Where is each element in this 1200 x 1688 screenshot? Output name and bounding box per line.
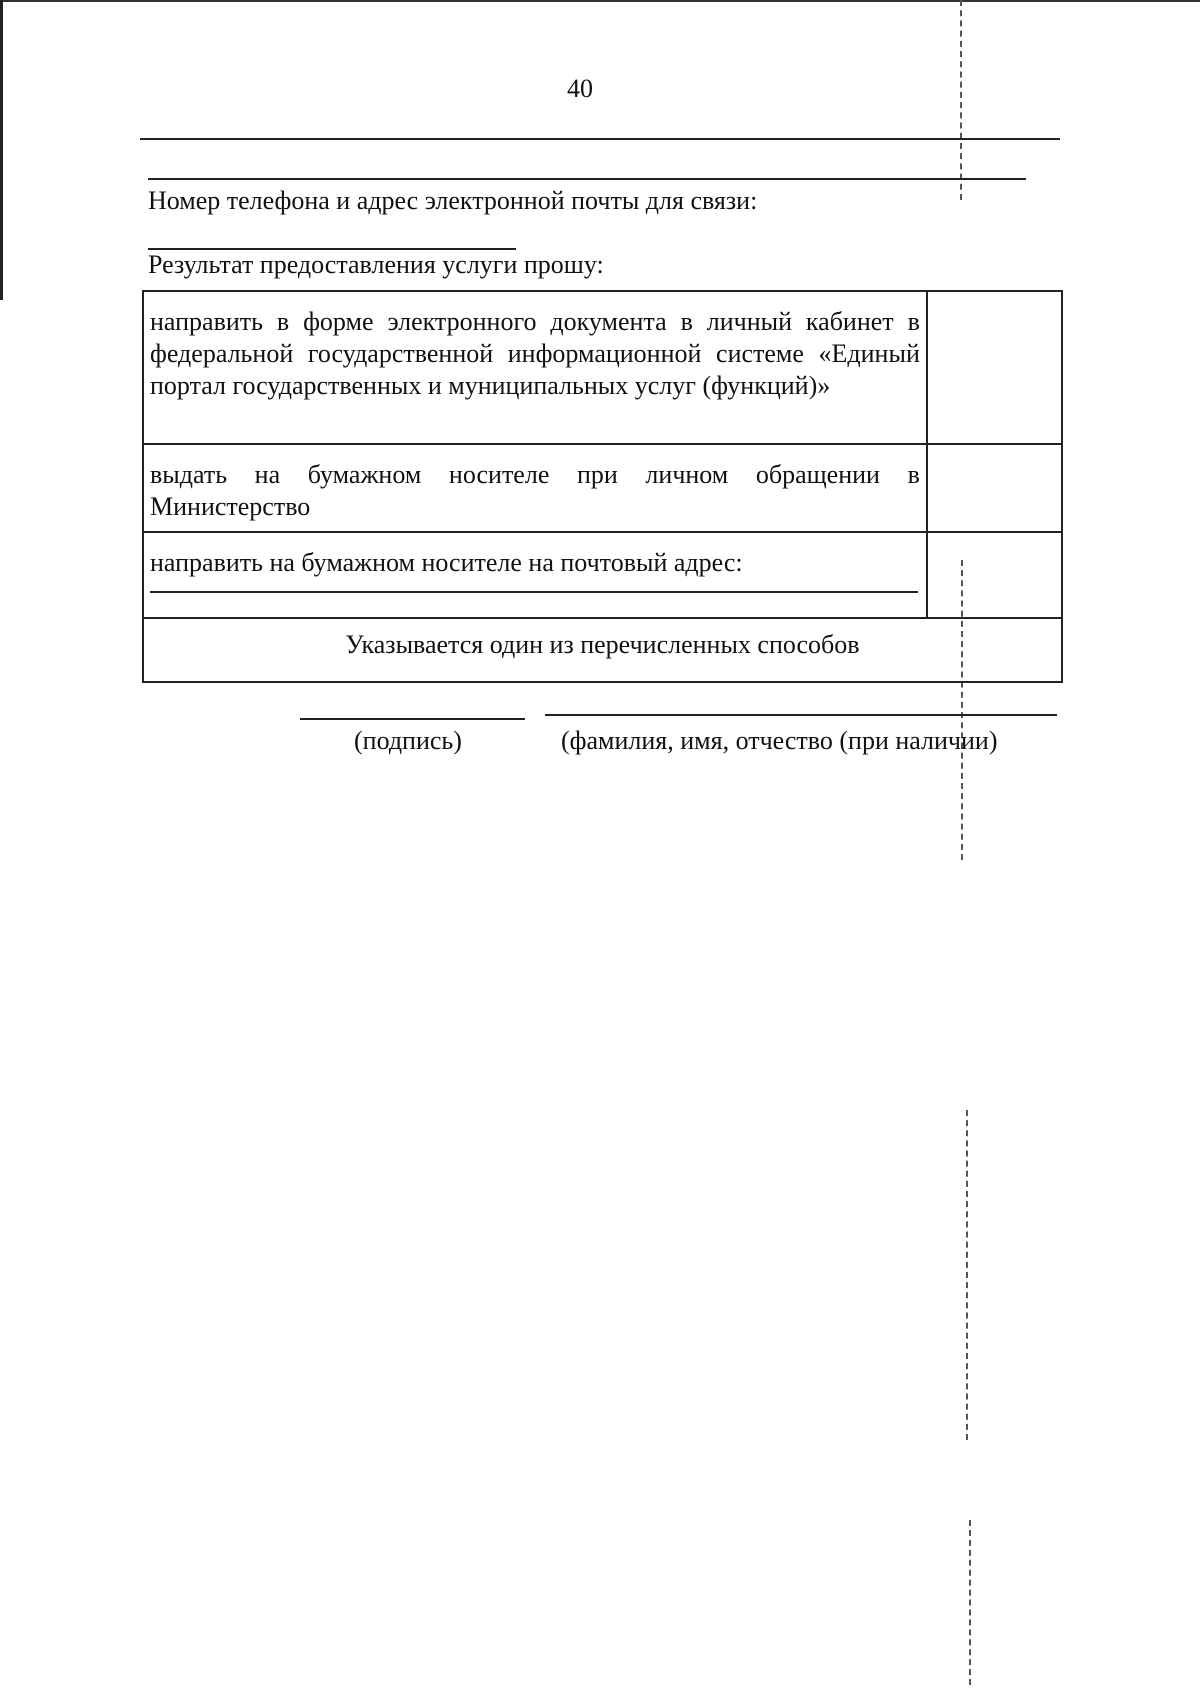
scan-artifact-line	[960, 0, 962, 200]
scan-artifact-line	[966, 1110, 968, 1440]
option-text: направить в форме электронного документа в личный кабинет в федеральной государственной информационной системе «Единый портал государственных и муниципальных услуг (функций)»	[143, 291, 927, 444]
signature-line[interactable]	[300, 718, 525, 720]
note-row	[143, 618, 1062, 682]
option-checkbox-cell[interactable]	[927, 291, 1062, 444]
option-row	[143, 291, 1062, 444]
options-note: Указывается один из перечисленных способов	[143, 618, 1062, 682]
option-cell	[143, 532, 927, 618]
blank-field-line	[148, 178, 1026, 180]
option-text: выдать на бумажном носителе при личном обращении в Министерство	[143, 444, 927, 532]
contact-label: Номер телефона и адрес электронной почты для связи:	[148, 186, 758, 215]
option-row	[143, 532, 1062, 618]
scan-edge-left	[0, 0, 3, 300]
option-text: направить на бумажном носителе на почтовый адрес:	[150, 548, 743, 577]
scan-edge-top	[0, 0, 1200, 2]
name-line[interactable]	[545, 714, 1057, 716]
signature-caption: (подпись)	[354, 726, 462, 755]
option-checkbox-cell[interactable]	[927, 532, 1062, 618]
scan-artifact-line	[969, 1520, 971, 1685]
delivery-options-table	[142, 290, 1063, 683]
page-number: 40	[567, 74, 593, 103]
divider-line	[140, 138, 1060, 140]
option-checkbox-cell[interactable]	[927, 444, 1062, 532]
name-caption: (фамилия, имя, отчество (при наличии)	[561, 726, 998, 755]
result-label: Результат предоставления услуги прошу:	[148, 250, 604, 279]
postal-address-line[interactable]	[150, 591, 918, 593]
option-row	[143, 444, 1062, 532]
